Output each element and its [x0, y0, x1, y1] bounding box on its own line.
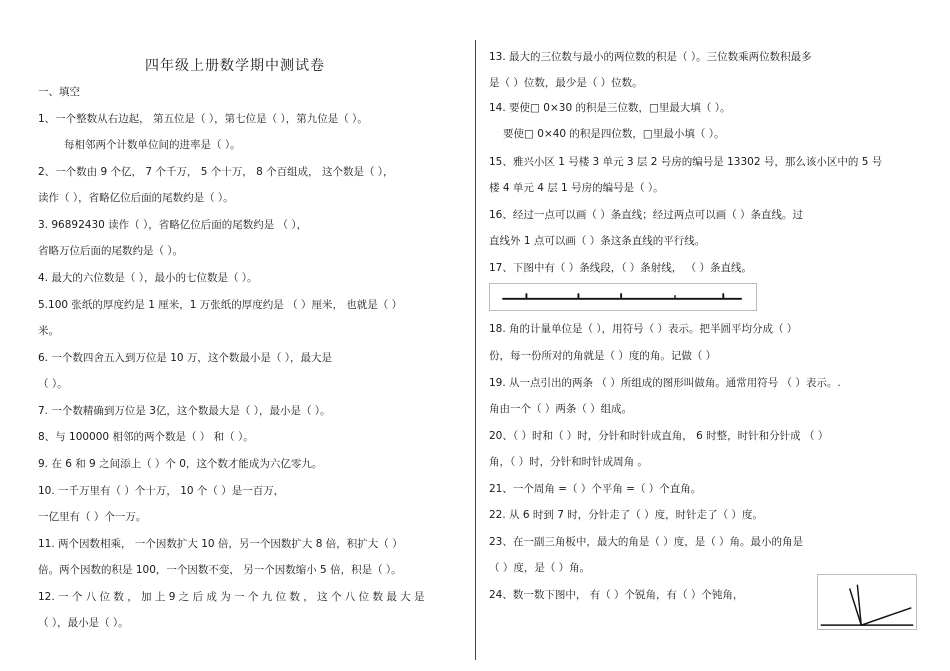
- question-line: 22. 从 6 时到 7 时，分针走了（ ）度，时针走了（ ）度。: [489, 509, 763, 521]
- column-divider: [475, 40, 476, 660]
- question-line: 24、数一数下图中， 有（ ）个锐角，有（ ）个钝角，: [489, 589, 744, 601]
- question-line: 直线外 1 点可以画（ ）条这条直线的平行线。: [489, 235, 706, 247]
- question-line: 9. 在 6 和 9 之间添上（ ）个 0，这个数才能成为六亿零九。: [38, 458, 323, 470]
- question-line: 23、在一副三角板中，最大的角是（ ）度，是（ ）角。最小的角是: [489, 536, 804, 548]
- question-line: 份，每一份所对的角就是（ ）度的角。记做（ ）: [489, 350, 717, 362]
- question-line: 是（ ）位数，最少是（ ）位数。: [489, 77, 643, 89]
- question-line: 倍。两个因数的积是 100，一个因数不变， 另一个因数缩小 5 倍，积是（ ）。: [38, 564, 402, 576]
- question-line: 3. 96892430 读作（ ），省略亿位后面的尾数约是 （ ），: [38, 219, 308, 231]
- question-line: 10. 一千万里有（ ）个十万， 10 个（ ）是一百万，: [38, 485, 285, 497]
- question-line: 一亿里有（ ）个一万。: [38, 511, 147, 523]
- question-line: 8、与 100000 相邻的两个数是（ ） 和（ ）。: [38, 431, 254, 443]
- question-line: 要使□ 0×40 的积是四位数，□里最小填（ ）。: [503, 128, 725, 140]
- question-line: 楼 4 单元 4 层 1 号房的编号是（ ）。: [489, 182, 664, 194]
- question-line: （ ），最小是（ ）。: [38, 617, 129, 629]
- question-line: 2、一个数由 9 个亿， 7 个千万， 5 个十万， 8 个百组成， 这个数是（ ），: [38, 166, 394, 178]
- page-title: 四年级上册数学期中测试卷: [145, 58, 325, 74]
- question-line: 14. 要使□ 0×30 的积是三位数，□里最大填（ ）。: [489, 102, 731, 114]
- section-heading: 一、填空: [38, 86, 80, 98]
- question-line: 20、（ ）时和（ ）时，分针和时针成直角， 6 时整，时针和分针成 （ ）: [489, 430, 829, 442]
- question-line: 18. 角的计量单位是（ ），用符号（ ）表示。把半圆平均分成（ ）: [489, 323, 798, 335]
- question-line: 读作（ ），省略亿位后面的尾数约是（ ）。: [38, 192, 234, 204]
- question-line: 15、雅兴小区 1 号楼 3 单元 3 层 2 号房的编号是 13302 号，那么该小区中的 5 号: [489, 156, 883, 168]
- question-line: 省略万位后面的尾数约是（ ）。: [38, 245, 184, 257]
- question-line: 角由一个（ ）两条（ ）组成。: [489, 403, 633, 415]
- question-line: 1、一个整数从右边起， 第五位是（ ），第七位是（ ），第九位是（ ）。: [38, 113, 368, 125]
- question-line: 7. 一个数精确到万位是 3亿，这个数最大是（ ），最小是（ ）。: [38, 405, 331, 417]
- question-line: 19. 从一点引出的两条 （ ）所组成的图形叫做角。通常用符号 （ ）表示。.: [489, 377, 841, 389]
- question-line: 4. 最大的六位数是（ ），最小的七位数是（ ）。: [38, 272, 258, 284]
- question-line: 6. 一个数四舍五入到万位是 10 万，这个数最小是（ ），最大是: [38, 352, 332, 364]
- angles-figure: [817, 574, 917, 630]
- line-segment-figure: [489, 283, 757, 311]
- question-line: 12. 一 个 八 位 数 ， 加 上 9 之 后 成 为 一 个 九 位 数 ， 这 个 八 位 数 最 大 是: [38, 591, 425, 603]
- question-line: 13. 最大的三位数与最小的两位数的积是（ ）。三位数乘两位数积最多: [489, 51, 812, 63]
- question-line: 16、经过一点可以画（ ）条直线；经过两点可以画（ ）条直线。过: [489, 209, 804, 221]
- question-line: 11. 两个因数相乘， 一个因数扩大 10 倍，另一个因数扩大 8 倍，积扩大（ ）: [38, 538, 403, 550]
- question-line: 17、下图中有（ ）条线段，（ ）条射线， （ ）条直线。: [489, 262, 752, 274]
- question-line: 角，（ ）时，分针和时针成周角 。: [489, 456, 648, 468]
- question-line: 5.100 张纸的厚度约是 1 厘米，1 万张纸的厚度约是 （ ）厘米， 也就是（ ）: [38, 299, 403, 311]
- question-line: 每相邻两个计数单位间的进率是（ ）。: [64, 139, 241, 151]
- question-line: 21、一个周角 =（ ）个平角 =（ ）个直角。: [489, 483, 702, 495]
- question-line: 米。: [38, 325, 59, 337]
- question-line: （ ）。: [38, 378, 68, 390]
- question-line: （ ）度，是（ ）角。: [489, 562, 591, 574]
